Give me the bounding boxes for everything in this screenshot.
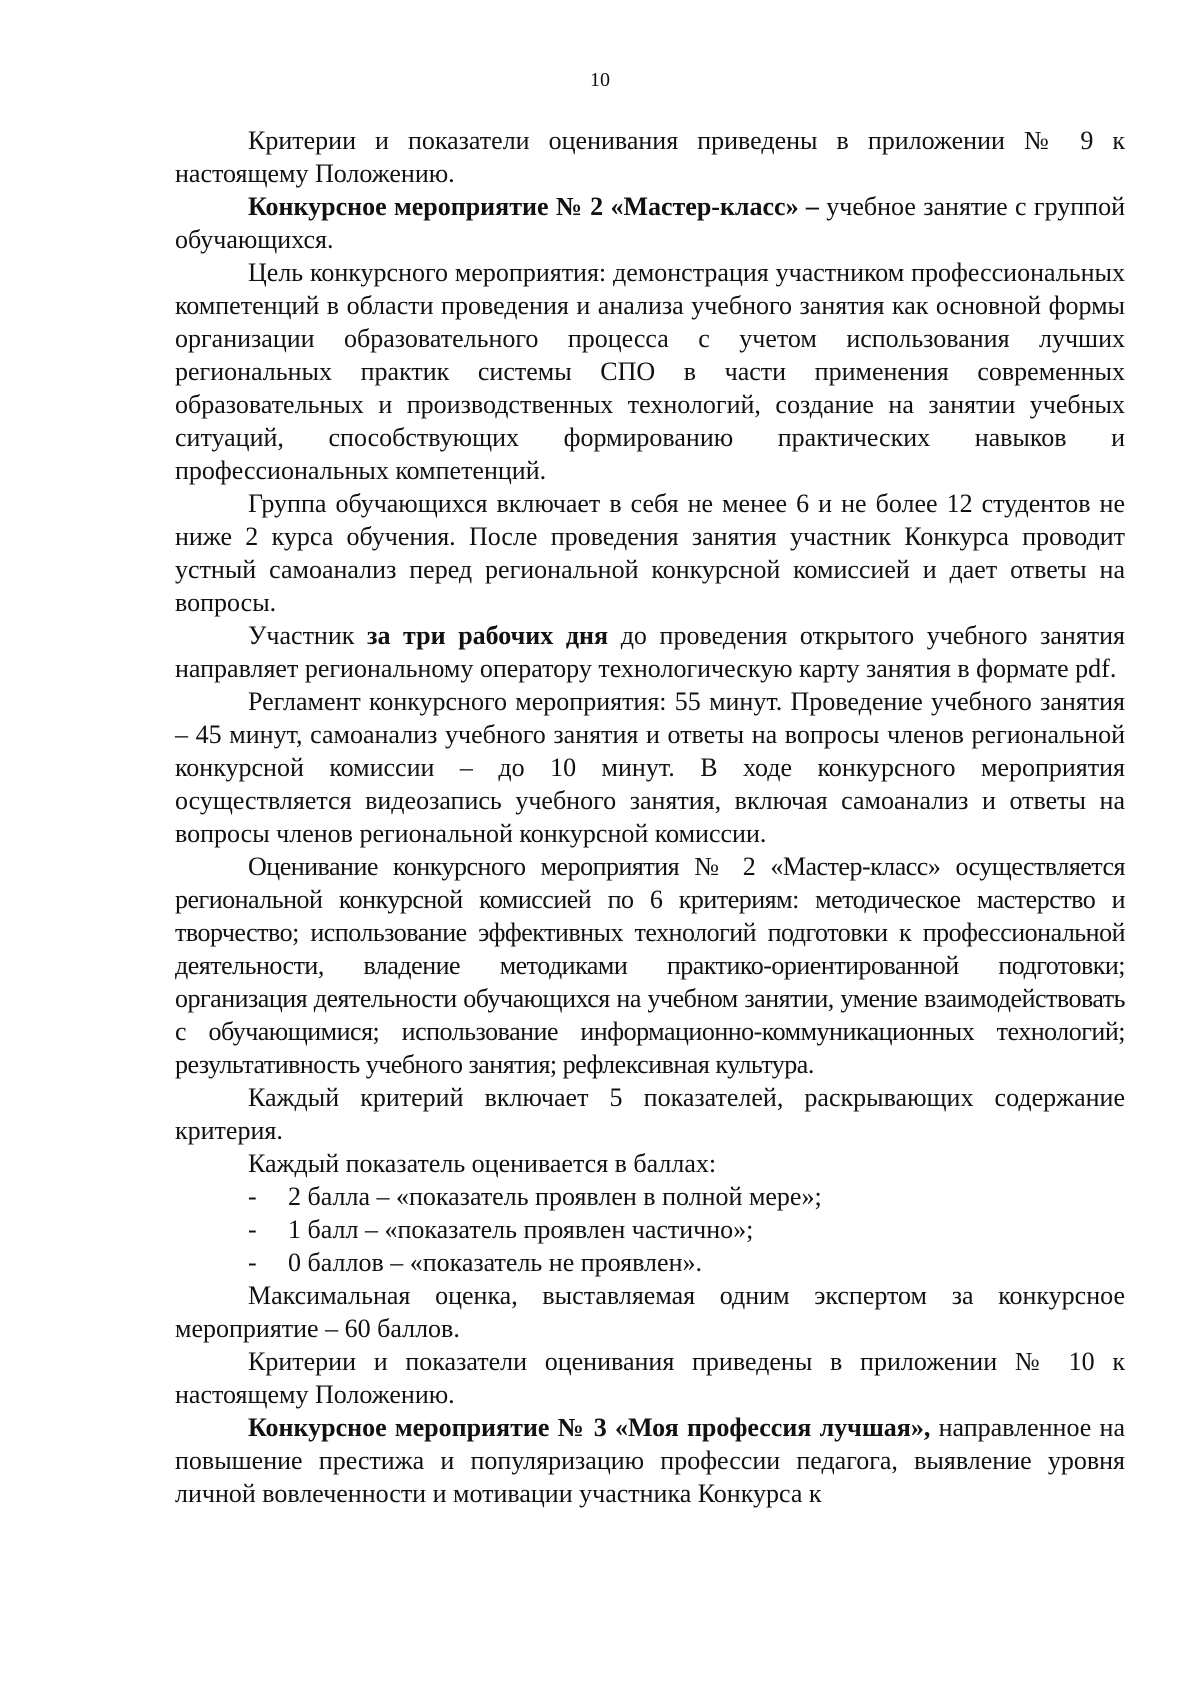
paragraph-criteria-ref-10: Критерии и показатели оценивания приведены в приложении № 10 к настоящему Положению. bbox=[175, 1347, 1125, 1409]
list-item-text: 1 балл – «показатель проявлен частично»; bbox=[288, 1215, 754, 1244]
paragraph-regulation: Регламент конкурсного мероприятия: 55 минут. Проведение учебного занятия – 45 минут, самоанализ учебного занятия и ответы на вопросы членов региональной конкурсной комиссии – до 10 минут. В ходе конкурсного мероприятия осуществляется видеозапись учебного занятия, включая самоанализ и ответы на вопросы членов региональной конкурсной комиссии. bbox=[175, 687, 1125, 848]
list-item-text: 0 баллов – «показатель не проявлен». bbox=[288, 1248, 702, 1277]
list-item bbox=[175, 1180, 1125, 1213]
paragraph-scoring-intro: Каждый показатель оценивается в баллах: bbox=[248, 1149, 717, 1178]
event-3-title: Конкурсное мероприятие № 3 «Моя профессия лучшая», bbox=[248, 1413, 931, 1442]
list-item bbox=[175, 1246, 1125, 1279]
paragraph-criteria-ref-9: Критерии и показатели оценивания приведены в приложении № 9 к настоящему Положению. bbox=[175, 126, 1125, 188]
deadline-emphasis: за три рабочих дня bbox=[367, 621, 609, 650]
paragraph-submission-deadline bbox=[175, 619, 1125, 685]
paragraph-event-goal: Цель конкурсного мероприятия: демонстрация участником профессиональных компетенций в области проведения и анализа учебного занятия как основной формы организации образовательного процесса с учетом использования лучших региональных практик системы СПО в части применения современных образовательных и производственных технологий, создание на занятии учебных ситуаций, способствующих формированию практических навыков и профессиональных компетенций. bbox=[175, 258, 1125, 485]
list-dash: - bbox=[248, 1215, 257, 1244]
paragraph-max-score: Максимальная оценка, выставляемая одним экспертом за конкурсное мероприятие – 60 баллов. bbox=[175, 1281, 1125, 1343]
event-2-description: учебное занятие с группой обучающихся. bbox=[175, 192, 1125, 254]
page-number: 10 bbox=[590, 69, 610, 91]
paragraph-student-group: Группа обучающихся включает в себя не менее 6 и не более 12 студентов не ниже 2 курса обучения. После проведения занятия участник Конкурса проводит устный самоанализ перед региональной конкурсной комиссией и дает ответы на вопросы. bbox=[175, 489, 1125, 617]
paragraph-criterion-indicators: Каждый критерий включает 5 показателей, раскрывающих содержание критерия. bbox=[175, 1083, 1125, 1145]
event-3-description: направленное на повышение престижа и популяризацию профессии педагога, выявление уровня личной вовлеченности и мотивации участника Конкурса к bbox=[175, 1413, 1125, 1508]
deadline-text-start: Участник bbox=[248, 621, 367, 650]
paragraph-evaluation-criteria: Оценивание конкурсного мероприятия № 2 «Мастер-класс» осуществляется региональной конкурсной комиссией по 6 критериям: методическое мастерство и творчество; использование эффективных технологий подготовки к профессиональной деятельности, владение методиками практико-ориентированной подготовки; организация деятельности обучающихся на учебном занятии, умение взаимодействовать с обучающимися; использование информационно-коммуникационных технологий; результативность учебного занятия; рефлексивная культура. bbox=[175, 852, 1125, 1079]
deadline-text-end: до проведения открытого учебного занятия направляет региональному оператору технологическую карту занятия в формате pdf. bbox=[175, 621, 1126, 683]
document-body bbox=[175, 124, 1125, 1510]
list-dash: - bbox=[248, 1182, 257, 1211]
list-dash: - bbox=[248, 1248, 257, 1277]
paragraph-event-2-heading bbox=[175, 190, 1125, 256]
event-2-title: Конкурсное мероприятие № 2 «Мастер-класс» – bbox=[248, 192, 819, 221]
paragraph-event-3-heading bbox=[175, 1411, 1125, 1510]
list-item bbox=[175, 1213, 1125, 1246]
list-item-text: 2 балла – «показатель проявлен в полной мере»; bbox=[288, 1182, 822, 1211]
